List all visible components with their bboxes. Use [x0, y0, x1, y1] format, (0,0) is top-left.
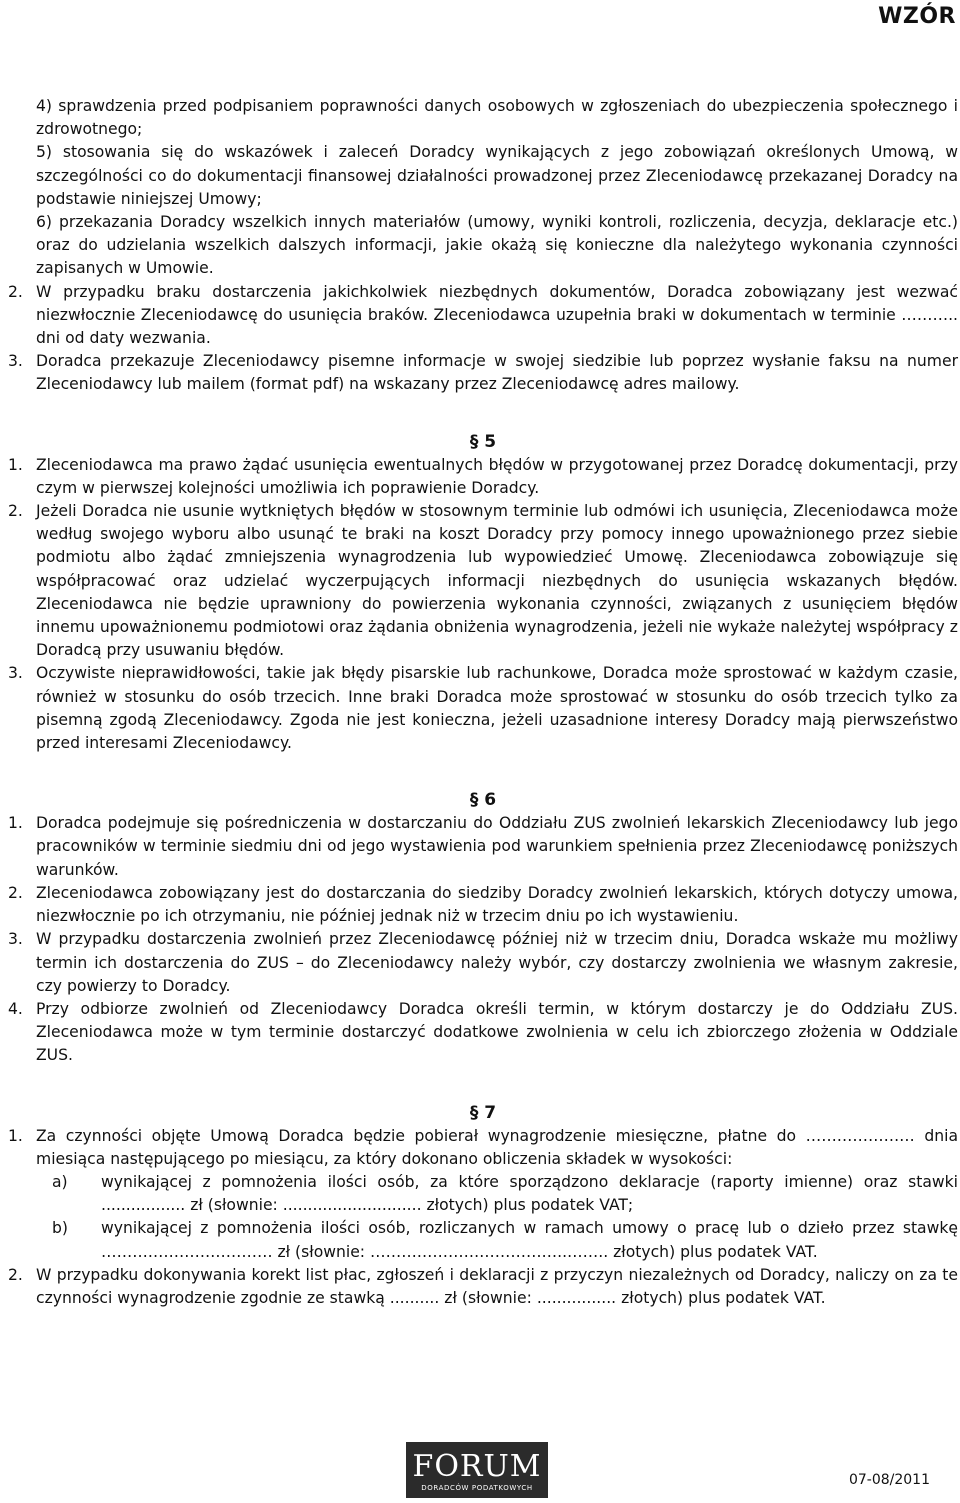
s5-point-3	[8, 662, 958, 755]
point-text: Przy odbiorze zwolnień od Zleceniodawcy Doradca określi termin, w którym dostarczy je do Oddziału ZUS. Zleceniodawca może w tym terminie dostarczyć dodatkowe zwolnienia w celu ich zbiorczego złożenia w Oddziale ZUS.	[36, 999, 958, 1065]
point-number: 1.	[8, 1126, 23, 1145]
intro-point-2	[8, 281, 958, 351]
point-text: Zleceniodawca ma prawo żądać usunięcia ewentualnych błędów w przygotowanej przez Doradcę dokumentacji, przy czym w pierwszej kolejności umożliwia ich poprawienie Doradcy.	[36, 455, 958, 497]
s6-point-4	[8, 998, 958, 1068]
intro-item-4: 4) sprawdzenia przed podpisaniem poprawności danych osobowych w zgłoszeniach do ubezpieczenia społecznego i zdrowotnego;	[36, 97, 958, 139]
s7-point-1	[8, 1125, 958, 1171]
wzor-label: WZÓR	[878, 4, 956, 29]
sub-letter: a)	[52, 1172, 68, 1191]
point-number: 2.	[8, 883, 23, 902]
intro-point-3	[8, 350, 958, 396]
forum-logo	[406, 1442, 548, 1498]
s6-point-1	[8, 812, 958, 882]
point-text: Zleceniodawca zobowiązany jest do dostarczania do siedziby Doradcy zwolnień lekarskich, których dotyczy umowa, niezwłocznie po ich otrzymaniu, nie później jednak niż w trzecim dniu po ich wystawieniu.	[36, 883, 958, 926]
point-number: 2.	[8, 502, 23, 521]
section-5-title: § 5	[469, 431, 497, 452]
s5-point-2	[8, 500, 958, 662]
section-7-title: § 7	[469, 1102, 497, 1123]
s5-point-1	[8, 454, 958, 500]
point-number: 1.	[8, 455, 23, 474]
document-body	[8, 95, 958, 1310]
point-number: 2.	[8, 1265, 23, 1284]
point-number: 2.	[8, 282, 23, 301]
s7-sub-a	[8, 1171, 958, 1217]
point-text: W przypadku dokonywania korekt list płac, zgłoszeń i deklaracji z przyczyn niezależnych od Doradcy, naliczy on za te czynności wynagrodzenie zgodnie ze stawką .......... zł (słownie: ................ złotych) plus podatek VAT.	[36, 1265, 958, 1307]
point-text: Jeżeli Doradca nie usunie wytkniętych błędów w stosownym terminie lub odmówi ich usunięcia, Zleceniodawca może według swojego wyboru albo usunąć te braki na koszt Doradcy przy pomocy innego upoważnionego przez siebie podmiotu albo żądać zmniejszenia wynagrodzenia lub wypowiedzieć Umowę. Zleceniodawca zobowiązuje się współpracować oraz udzielać wyczerpujących informacji niezbędnych do usunięcia wskazanych błędów. Zleceniodawca nie będzie uprawniony do powierzenia wykonania czynności, związanych z usunięciem błędów innemu upoważnionemu podmiotowi oraz żądania obniżenia wynagrodzenia, jeżeli nie wykaże należytej współpracy z Doradcą przy usuwaniu błędów.	[36, 502, 958, 660]
point-text: Doradca przekazuje Zleceniodawcy pisemne informacje w swojej siedzibie lub poprzez wysłanie faksu na numer Zleceniodawcy lub mailem (format pdf) na wskazany przez Zleceniodawcę adres mailowy.	[36, 352, 958, 394]
point-number: 4.	[8, 999, 23, 1018]
s7-point-2	[8, 1264, 958, 1310]
point-text: Oczywiste nieprawidłowości, takie jak błędy pisarskie lub rachunkowe, Doradca może sprostować w każdym czasie, również w stosunku do osób trzecich. Inne braki Doradca może sprostować w stosunku do osób trzecich tylko za pisemną zgodą Zleceniodawcy. Zgoda nie jest konieczna, jeżeli uzasadnione interesy Doradcy mają pierwszeństwo przed interesami Zleceniodawcy.	[36, 664, 958, 753]
s6-point-2	[8, 882, 958, 928]
section-6-title: § 6	[469, 790, 497, 811]
sub-letter: b)	[52, 1219, 68, 1238]
intro-item-6: 6) przekazania Doradcy wszelkich innych materiałów (umowy, wyniki kontroli, rozliczenia, decyzja, deklaracje etc.) oraz do udzielania wszelkich dalszych informacji, jakie okażą się konieczne dla należytego wykonania czynności zapisanych w Umowie.	[36, 213, 958, 278]
intro-item-5: 5) stosowania się do wskazówek i zaleceń Doradcy wynikających z jego zobowiązań określonych Umową, w szczególności co do dokumentacji finansowej działalności prowadzonej przez Zleceniodawcę przekazanej Doradcy na podstawie niniejszej Umowy;	[36, 143, 958, 208]
point-text: W przypadku dostarczenia zwolnień przez Zleceniodawcę później niż w trzecim dniu, Doradca wskaże mu możliwy termin ich dostarczenia do ZUS – do Zleceniodawcy należy wybór, czy dostarczy zwolnienia we własnym zakresie, czy powierzy to Doradcy.	[36, 930, 958, 995]
point-number: 1.	[8, 814, 23, 833]
point-text: Za czynności objęte Umową Doradca będzie pobierał wynagrodzenie miesięczne, płatne do ………………… dnia miesiąca następującego po miesiącu, za który dokonano obliczenia składek w wysokości:	[36, 1126, 958, 1168]
point-number: 3.	[8, 352, 23, 371]
sub-text: wynikającej z pomnożenia ilości osób, rozliczanych w ramach umowy o pracę lub o dzieło przez stawkę …………………………… zł (słownie: ………………………………..…….. złotych) plus podatek VAT.	[101, 1219, 958, 1261]
logo-main-text: FORUM	[412, 1449, 542, 1484]
s7-sub-b	[8, 1217, 958, 1263]
point-text: W przypadku braku dostarczenia jakichkolwiek niezbędnych dokumentów, Doradca zobowiązany jest wezwać niezwłocznie Zleceniodawcę do usunięcia braków. Zleceniodawca uzupełnia braki w dokumentach w terminie ……….. dni od daty wezwania.	[36, 282, 958, 348]
logo-sub-text: DORADCÓW PODATKOWYCH	[421, 1484, 533, 1492]
point-number: 3.	[8, 664, 23, 683]
footer-date: 07-08/2011	[848, 1472, 930, 1488]
sub-text: wynikającej z pomnożenia ilości osób, za które sporządzono deklaracje (raporty imienne) oraz stawki ................. zł (słownie: ............................ złotych) plus podatek VAT;	[101, 1172, 958, 1215]
point-number: 3.	[8, 930, 23, 949]
s6-point-3	[8, 928, 958, 998]
point-text: Doradca podejmuje się pośredniczenia w dostarczaniu do Oddziału ZUS zwolnień lekarskich Zleceniodawcy lub jego pracowników w terminie siedmiu dni od jego wystawienia pod warunkiem spełnienia przez Zleceniodawcę poniższych warunków.	[36, 814, 958, 879]
